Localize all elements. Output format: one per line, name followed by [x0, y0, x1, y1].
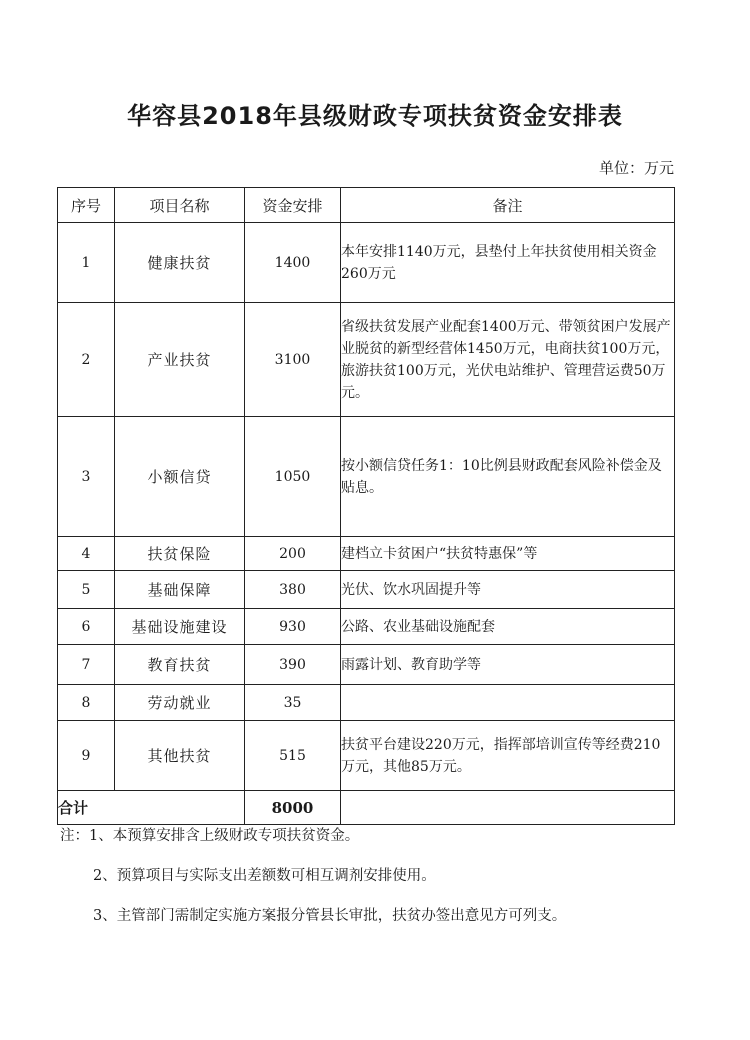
row-amount: 390: [245, 645, 341, 685]
row-number: 4: [58, 537, 115, 571]
table-row: [58, 645, 675, 685]
row-remark: [341, 685, 675, 721]
table-row: [58, 537, 675, 571]
header-project-name: 项目名称: [115, 188, 245, 223]
row-remark: 雨露计划、教育助学等: [341, 645, 675, 685]
table-row: [58, 223, 675, 303]
note-3: 3、主管部门需制定实施方案报分管县长审批，扶贫办签出意见方可列支。: [93, 908, 567, 924]
row-amount: 1400: [245, 223, 341, 303]
row-project-name: 基础设施建设: [115, 609, 245, 645]
total-row: [58, 791, 675, 825]
row-project-name: 劳动就业: [115, 685, 245, 721]
row-project-name: 扶贫保险: [115, 537, 245, 571]
note-2: 2、预算项目与实际支出差额数可相互调剂安排使用。: [93, 868, 436, 884]
row-remark: 本年安排1140万元，县垫付上年扶贫使用相关资金260万元: [341, 223, 675, 303]
table-header-row: [58, 188, 675, 223]
row-project-name: 健康扶贫: [115, 223, 245, 303]
row-number: 5: [58, 571, 115, 609]
row-amount: 1050: [245, 417, 341, 537]
total-remark: [341, 791, 675, 825]
row-project-name: 小额信贷: [115, 417, 245, 537]
row-project-name: 其他扶贫: [115, 721, 245, 791]
unit-label: 单位：万元: [598, 159, 674, 177]
row-remark: 光伏、饮水巩固提升等: [341, 571, 675, 609]
row-remark: 扶贫平台建设220万元，指挥部培训宣传等经费210万元，其他85万元。: [341, 721, 675, 791]
row-project-name: 教育扶贫: [115, 645, 245, 685]
row-number: 2: [58, 303, 115, 417]
table-row: [58, 571, 675, 609]
total-amount: 8000: [245, 791, 341, 825]
row-number: 3: [58, 417, 115, 537]
row-project-name: 基础保障: [115, 571, 245, 609]
note-1: 注：1、本预算安排含上级财政专项扶贫资金。: [60, 828, 360, 844]
row-amount: 515: [245, 721, 341, 791]
page-title: 华容县2018年县级财政专项扶贫资金安排表: [127, 102, 623, 130]
row-number: 9: [58, 721, 115, 791]
header-number: 序号: [58, 188, 115, 223]
row-number: 6: [58, 609, 115, 645]
header-remarks: 备注: [341, 188, 675, 223]
row-remark: 按小额信贷任务1：10比例县财政配套风险补偿金及贴息。: [341, 417, 675, 537]
budget-table: [57, 187, 675, 825]
row-remark: 省级扶贫发展产业配套1400万元、带领贫困户发展产业脱贫的新型经营体1450万元，电商扶贫100万元，旅游扶贫100万元，光伏电站维护、管理营运费50万元。: [341, 303, 675, 417]
total-label: 合计: [58, 791, 245, 825]
table-row: [58, 721, 675, 791]
header-fund-allocation: 资金安排: [245, 188, 341, 223]
row-amount: 380: [245, 571, 341, 609]
row-amount: 35: [245, 685, 341, 721]
row-number: 1: [58, 223, 115, 303]
row-amount: 3100: [245, 303, 341, 417]
table-row: [58, 303, 675, 417]
table-row: [58, 609, 675, 645]
row-amount: 200: [245, 537, 341, 571]
row-remark: 建档立卡贫困户“扶贫特惠保”等: [341, 537, 675, 571]
table-row: [58, 685, 675, 721]
row-remark: 公路、农业基础设施配套: [341, 609, 675, 645]
table-row: [58, 417, 675, 537]
row-number: 7: [58, 645, 115, 685]
row-number: 8: [58, 685, 115, 721]
row-amount: 930: [245, 609, 341, 645]
row-project-name: 产业扶贫: [115, 303, 245, 417]
